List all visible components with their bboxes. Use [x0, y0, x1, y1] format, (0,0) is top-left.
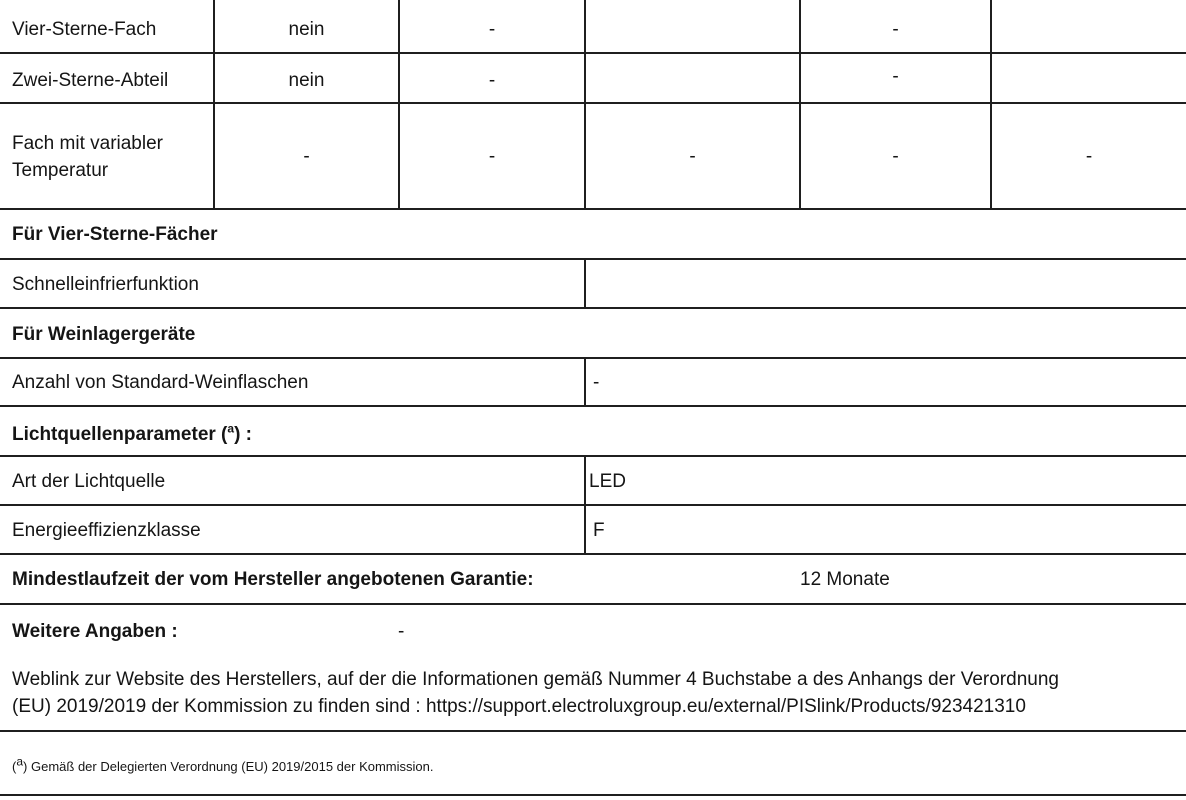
row-divider — [0, 52, 1186, 54]
footnote-marker: a — [227, 421, 235, 436]
table-cell: - — [689, 146, 696, 167]
table-divider — [584, 0, 586, 209]
table-cell: - — [892, 19, 899, 40]
further-info-label: Weitere Angaben : — [12, 621, 178, 642]
footnote: ($^a$) Gemäß der Delegierten Verordnung (EU) 2019/2015 der Kommission. — [12, 754, 434, 774]
table-divider — [584, 357, 586, 406]
row-label-two-star: Zwei-Sterne-Abteil — [12, 70, 169, 91]
row-label-wine-bottles: Anzahl von Standard-Weinflaschen — [12, 372, 309, 393]
row-value-wine-bottles: - — [593, 372, 600, 393]
table-cell: - — [303, 146, 310, 167]
table-cell: nein — [288, 19, 325, 40]
warranty-value: 12 Monate — [800, 569, 890, 590]
heading-suffix: ) : — [234, 424, 253, 445]
table-cell: - — [488, 19, 496, 40]
table-cell: - — [892, 146, 899, 167]
table-divider — [584, 258, 586, 308]
row-label-variable-temp-line2: Temperatur — [12, 160, 109, 181]
footnote-text: Gemäß der Delegierten Verordnung (EU) 2019/2015 der Kommission. — [30, 759, 434, 774]
row-label-four-star: Vier-Sterne-Fach — [12, 19, 157, 40]
weblink-text-line1: Weblink zur Website des Herstellers, auf der die Informationen gemäß Nummer 4 Buchstabe a des Anhangs der Verordnung — [12, 669, 1059, 690]
row-divider — [0, 102, 1186, 104]
row-divider — [0, 794, 1186, 796]
row-divider — [0, 553, 1186, 555]
heading-text: Lichtquellenparameter ( — [12, 424, 228, 445]
row-divider — [0, 208, 1186, 210]
row-divider — [0, 405, 1186, 407]
warranty-label: Mindestlaufzeit der vom Hersteller angebotenen Garantie: — [12, 569, 534, 590]
table-divider — [990, 0, 992, 209]
row-divider — [0, 357, 1186, 359]
section-heading-light-source — [12, 422, 252, 448]
row-label-light-type: Art der Lichtquelle — [12, 471, 166, 492]
row-label-variable-temp-line1: Fach mit variabler — [12, 133, 163, 154]
row-value-light-type: LED — [589, 471, 626, 492]
further-info-value: - — [398, 621, 405, 642]
section-heading-wine: Für Weinlagergeräte — [12, 324, 196, 345]
row-divider — [0, 307, 1186, 309]
table-cell: - — [1085, 146, 1093, 167]
table-cell: - — [892, 66, 899, 87]
row-divider — [0, 258, 1186, 260]
row-label-energy-class: Energieeffizienzklasse — [12, 520, 201, 541]
row-value-energy-class: F — [593, 520, 605, 541]
table-cell: nein — [288, 70, 325, 91]
row-divider — [0, 455, 1186, 457]
table-cell: - — [488, 70, 496, 91]
row-label-quick-freeze: Schnelleinfrierfunktion — [12, 274, 199, 295]
row-divider — [0, 730, 1186, 732]
footnote-marker: a — [16, 754, 24, 769]
weblink-text-line2: (EU) 2019/2019 der Kommission zu finden sind : https://support.electroluxgroup.eu/external/PISlink/Products/923421310 — [12, 696, 1026, 717]
table-cell: - — [488, 146, 496, 167]
row-divider — [0, 603, 1186, 605]
row-divider — [0, 504, 1186, 506]
section-heading-four-star: Für Vier-Sterne-Fächer — [12, 224, 218, 245]
